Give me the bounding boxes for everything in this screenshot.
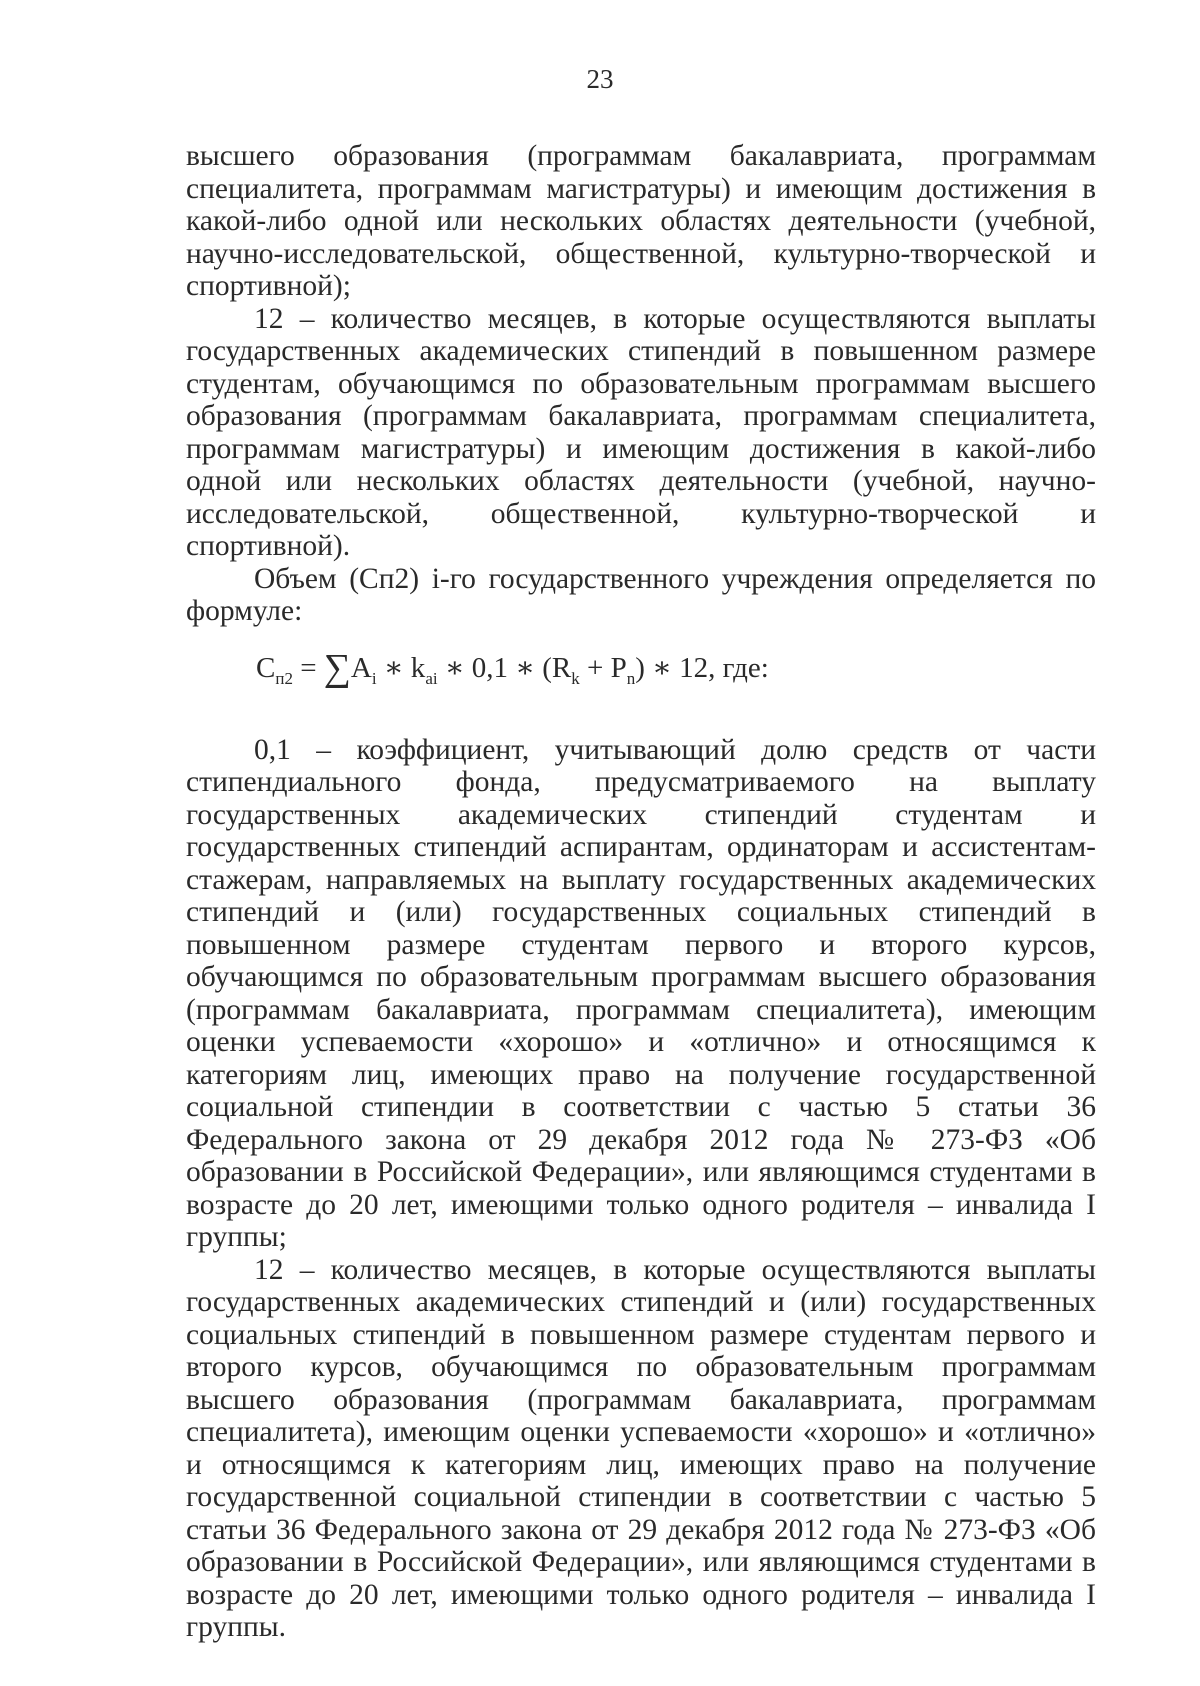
formula-sum-symbol: ∑ bbox=[323, 646, 351, 689]
formula-plus-p: + P bbox=[579, 651, 627, 684]
formula-k: ∗ k bbox=[376, 651, 426, 684]
paragraph-coefficient-definition: 0,1 – коэффициент, учитывающий долю средств от части стипендиального фонда, предусматриваемого на выплату государственных академических стипендий студентам и государственных стипендий аспирантам, ординаторам и ассистентам-стажерам, направляемых на выплату государственных академических стипендий и (или) государственных социальных стипендий в повышенном размере студентам первого и второго курсов, обучающимся по образовательным программам высшего образования (программам бакалавриата, программам специалитета), имеющим оценки успеваемости «хорошо» и «отлично» и относящимся к категориям лиц, имеющих право на получение государственной социальной стипендии в соответствии с частью 5 статьи 36 Федерального закона от 29 декабря 2012 года № 273-ФЗ «Об образовании в Российской Федерации», или являющимся студентами в возрасте до 20 лет, имеющими только одного родителя – инвалида I группы; bbox=[186, 733, 1096, 1253]
formula-equals: = bbox=[292, 651, 324, 684]
paragraph-months-definition: 12 – количество месяцев, в которые осуществляются выплаты государственных академических стипендий в повышенном размере студентам, обучающимся по образовательным программам высшего образования (программам бакалавриата, программам специалитета, программам магистратуры) и имеющим достижения в какой-либо одной или нескольких областях деятельности (учебной, научно-исследовательской, общественной, культурно-творческой и спортивной). bbox=[186, 302, 1096, 562]
formula-lhs: C bbox=[256, 651, 276, 684]
formula bbox=[256, 646, 769, 696]
formula-a: A bbox=[350, 651, 372, 684]
formula-p-subscript: n bbox=[626, 668, 636, 688]
document-body bbox=[186, 140, 1096, 1644]
page-number: 23 bbox=[586, 64, 614, 94]
paragraph-continuation: высшего образования (программам бакалавриата, программам специалитета, программам магистратуры) и имеющим достижения в какой-либо одной или нескольких областях деятельности (учебной, научно-исследовательской, общественной, культурно-творческой и спортивной); bbox=[186, 140, 1096, 302]
formula-a-subscript: i bbox=[371, 668, 377, 688]
formula-lhs-subscript: п2 bbox=[275, 668, 293, 688]
paragraph-volume-intro: Объем (Cп2) i-го государственного учреждения определяется по формуле: bbox=[186, 562, 1096, 627]
formula-k-subscript: ai bbox=[425, 668, 438, 688]
formula-block bbox=[186, 644, 1096, 710]
paragraph-months-definition-2: 12 – количество месяцев, в которые осуществляются выплаты государственных академических стипендий и (или) государственных социальных стипендий в повышенном размере студентам первого и второго курсов, обучающимся по образовательным программам высшего образования (программам бакалавриата, программам специалитета), имеющим оценки успеваемости «хорошо» и «отлично» и относящимся к категориям лиц, имеющих право на получение государственной социальной стипендии в соответствии с частью 5 статьи 36 Федерального закона от 29 декабря 2012 года № 273-ФЗ «Об образовании в Российской Федерации», или являющимся студентами в возрасте до 20 лет, имеющими только одного родителя – инвалида I группы. bbox=[186, 1253, 1096, 1643]
formula-coefficient: ∗ 0,1 ∗ (R bbox=[437, 651, 572, 684]
formula-tail: ) ∗ 12 bbox=[635, 651, 709, 684]
formula-where: , где: bbox=[708, 651, 769, 684]
formula-r-subscript: k bbox=[571, 668, 580, 688]
